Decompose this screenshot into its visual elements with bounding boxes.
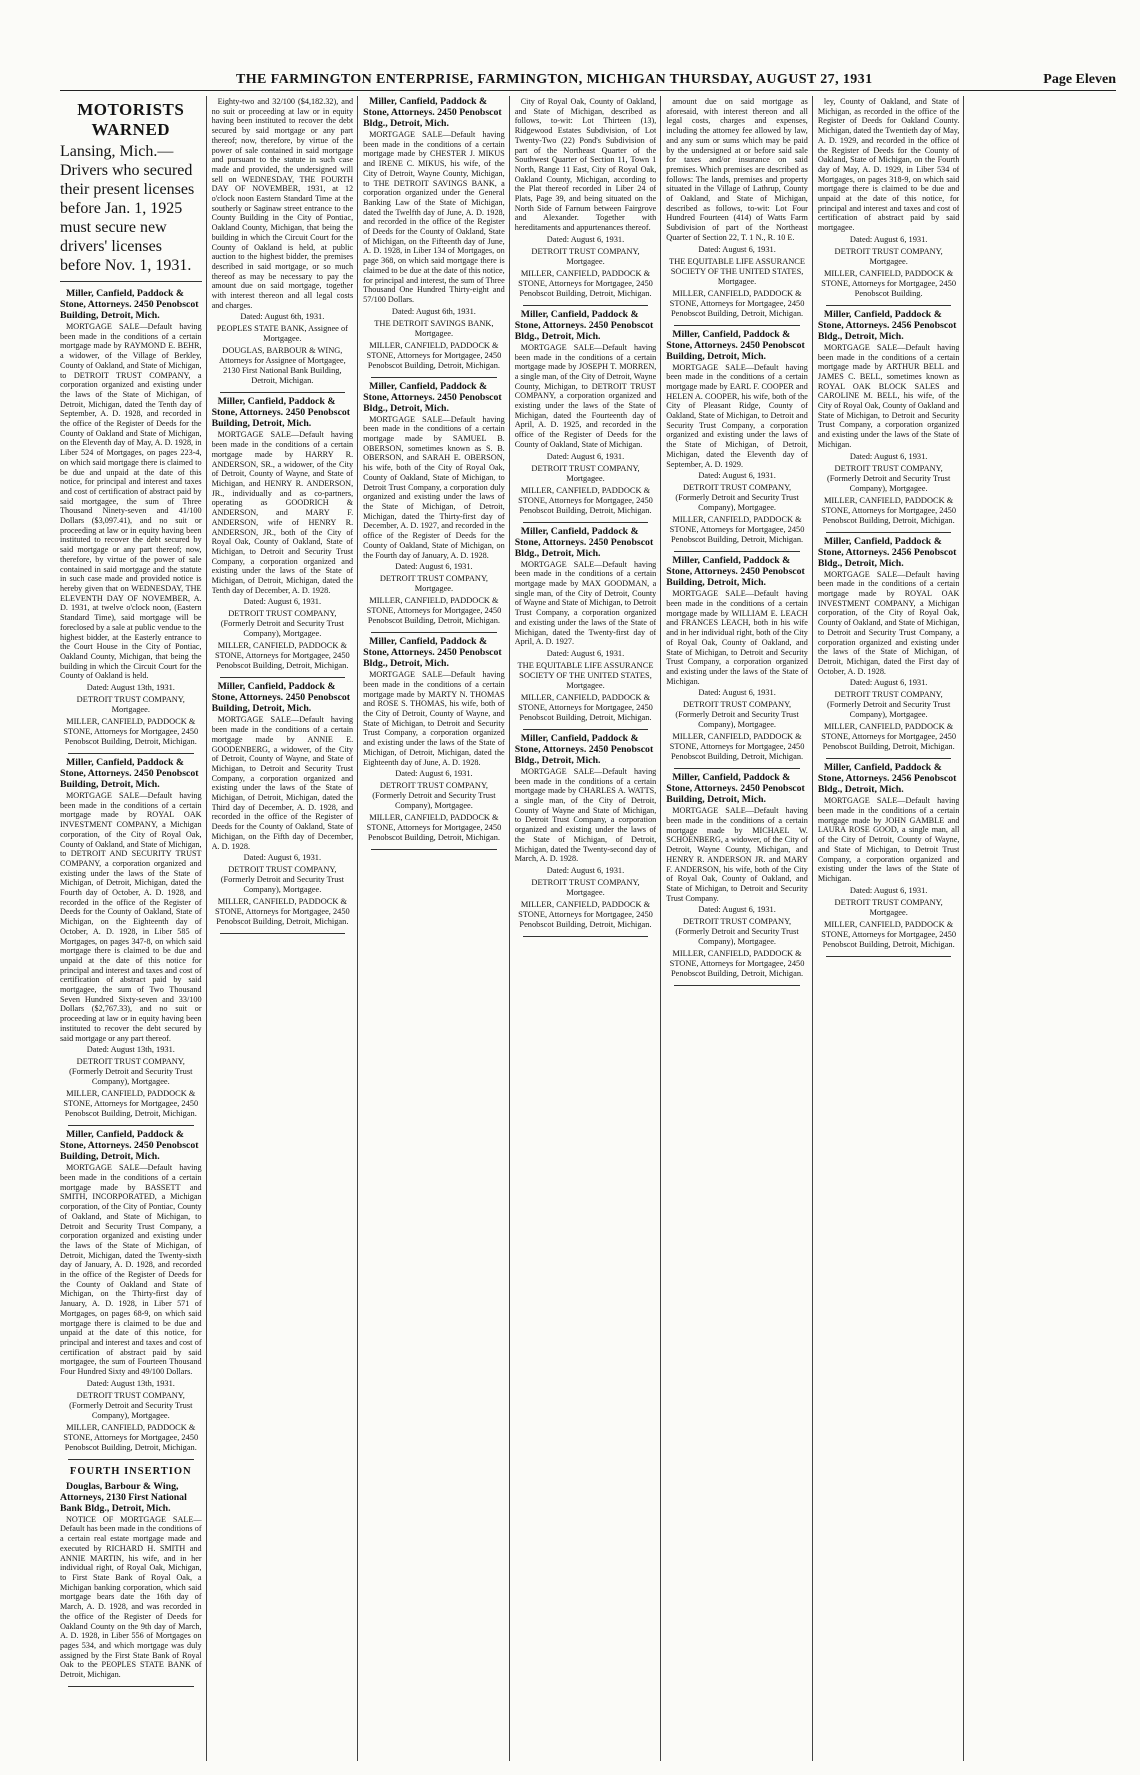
column-7-notices	[969, 96, 1112, 1761]
notice-date: Dated: August 6, 1931.	[849, 451, 928, 461]
legal-notice	[212, 681, 354, 927]
notice-date: Dated: August 13th, 1931.	[86, 683, 175, 693]
legal-notice	[818, 309, 960, 526]
feature-headline: MOTORISTS WARNED	[77, 100, 185, 139]
notice-attorneys: MILLER, CANFIELD, PADDOCK & STONE, Attorneys for Mortgagee, 2450 Penobscot Building, Detroit, Michigan.	[518, 485, 653, 515]
notice-attorneys: MILLER, CANFIELD, PADDOCK & STONE, Attorneys for Mortgagee, 2450 Penobscot Building, Detroit, Michigan.	[669, 732, 805, 762]
legal-notice-columns	[60, 96, 1116, 1761]
notice-divider	[220, 677, 346, 678]
notice-heading: Miller, Canfield, Paddock & Stone, Attorneys. 2450 Penobscot Building, Detroit, Mich.	[60, 288, 199, 321]
notice-date: Dated: August 6, 1931.	[698, 688, 776, 698]
notice-attorneys: DOUGLAS, BARBOUR & WING, Attorneys for Assignee of Mortgagee, 2130 First National Bank Building, Detroit, Michigan.	[218, 346, 346, 386]
column-2-notices	[212, 96, 354, 1761]
legal-notice	[363, 636, 505, 843]
notice-divider	[674, 768, 800, 769]
notice-divider	[220, 933, 346, 934]
notice-body: MORTGAGE SALE—Default having been made in the conditions of a certain mortgage made by MAX GOODMAN, a single man, of the City of Detroit, County of Wayne and State of Michigan, to Detroit Trust Company, a corporation organized and existing under the laws of the State of Michigan, dated the Twenty-first day of April, A. D. 1927.	[514, 559, 657, 647]
notice-date: Dated: August 6, 1931.	[243, 597, 322, 607]
notice-mortgagee: DETROIT TRUST COMPANY, Mortgagee.	[379, 574, 489, 594]
notice-body: MORTGAGE SALE—Default having been made in the conditions of a certain mortgage made by RAYMOND E. BEHR, a widower, of the Village of Berkley, County of Oakland, and State of Michigan, to DETROIT TRUST COMPANY, a corporation organized and existing under the laws of the State of Michigan, of Detroit, Michigan, dated the Tenth day of September, A. D. 1928, and recorded in the office of the Register of Deeds for the County of Oakland and State of Michigan, on the Eleventh day of May, A. D. 1928, in Liber 524 of Mortgages, on pages 223-4, on which said mortgage there is claimed to be due and unpaid at the date of this notice, for principal and interest and taxes and cost of certification of abstract paid by said mortgagee, the sum of Three Thousand Ninety-seven and 41/100 Dollars ($3,097.41), and no suit or proceeding at law or in equity having been instituted to recover the debt secured by said mortgage or any part thereof; now, therefore, by virtue of the power of sale contained in said mortgage and the statute in such case made and provided notice is hereby given that on WEDNESDAY, THE ELEVENTH DAY OF NOVEMBER, A. D. 1931, at twelve o'clock noon, (Eastern Standard Time), said mortgage will be foreclosed by a sale at public vendue to the highest bidder, at the Easterly entrance to the Court House in the City of Pontiac, Oakland County, Michigan, that being the building in which the Circuit Court for the County of Oakland is held.	[60, 322, 202, 681]
legal-notice	[666, 772, 808, 979]
notice-mortgagee: DETROIT TRUST COMPANY, Mortgagee.	[531, 877, 640, 897]
notice-attorneys: MILLER, CANFIELD, PADDOCK & STONE, Attorneys for Mortgagee, 2450 Penobscot Building, Detroit, Michigan.	[366, 813, 502, 843]
notice-heading: Miller, Canfield, Paddock & Stone, Attorneys. 2456 Penobscot Bldg., Detroit, Mich.	[817, 762, 957, 796]
notice-mortgagee: DETROIT TRUST COMPANY, (Formerly Detroit and Security Trust Company), Mortgagee.	[69, 1057, 193, 1087]
notice-attorneys: MILLER, CANFIELD, PADDOCK & STONE, Attorneys for Mortgagee, 2450 Penobscot Building, Detroit, Michigan.	[214, 641, 350, 671]
notice-date: Dated: August 6th, 1931.	[240, 312, 325, 322]
notice-divider	[371, 377, 497, 378]
notice-divider	[371, 632, 497, 633]
column-3-notices	[363, 96, 505, 1761]
notice-attorneys: MILLER, CANFIELD, PADDOCK & STONE, Attorneys for Mortgagee, 2450 Penobscot Building, Detroit, Michigan.	[366, 596, 502, 626]
notice-body: MORTGAGE SALE—Default having been made in the conditions of a certain mortgage made by ARTHUR BELL and JAMES C. BELL, sometimes known as ROYAL OAK BLOCK SALES and CAROLINE M. BELL, his wife, of the City of Royal Oak, County of Oakland and State of Michigan, to Detroit and Security Trust Company, a corporation organized and existing under the laws of the State of Michigan.	[817, 342, 960, 449]
notice-attorneys: MILLER, CANFIELD, PADDOCK & STONE, Attorneys for Mortgagee, 2450 Penobscot Building, Detroit, Michigan.	[214, 897, 350, 927]
notice-attorneys: MILLER, CANFIELD, PADDOCK & STONE, Attorneys for Mortgagee, 2450 Penobscot Building, Detroit, Michigan.	[518, 268, 653, 298]
notice-divider	[826, 532, 952, 533]
notice-body: MORTGAGE SALE—Default having been made in the conditions of a certain mortgage made by CHARLES A. WATTS, a single man, of the City of Detroit, County of Wayne and State of Michigan, to Detroit Trust Company, a corporation organized and existing under the laws of the State of Michigan, of Detroit, Michigan, dated the Twenty-second day of March, A. D. 1928.	[514, 766, 657, 864]
notice-heading: Miller, Canfield, Paddock & Stone, Attorneys. 2450 Penobscot Building, Detroit, Mich.	[211, 396, 351, 430]
notice-mortgagee: THE EQUITABLE LIFE ASSURANCE SOCIETY OF THE UNITED STATES, Mortgagee.	[669, 256, 805, 286]
notice-heading: Miller, Canfield, Paddock & Stone, Attorneys. 2450 Penobscot Building, Detroit, Mich.	[60, 1129, 199, 1163]
notice-mortgagee: DETROIT TRUST COMPANY, (Formerly Detroit and Security Trust Company), Mortgagee.	[220, 609, 344, 639]
notice-attorneys: MILLER, CANFIELD, PADDOCK & STONE, Attorneys for Mortgagee, 2450 Penobscot Building, Detroit, Michigan.	[518, 692, 653, 722]
notice-heading: Miller, Canfield, Paddock & Stone, Attorneys. 2450 Penobscot Bldg., Detroit, Mich.	[514, 308, 654, 342]
notice-divider	[523, 305, 649, 306]
notice-mortgagee: DETROIT TRUST COMPANY, Mortgagee.	[531, 463, 640, 483]
notice-mortgagee: DETROIT TRUST COMPANY, (Formerly Detroit and Security Trust Company), Mortgagee.	[826, 690, 951, 720]
notice-attorneys: MILLER, CANFIELD, PADDOCK & STONE, Attorneys for Mortgagee, 2450 Penobscot Building, Detroit, Michigan.	[669, 288, 805, 318]
notice-body: MORTGAGE SALE—Default having been made in the conditions of a certain mortgage made by MARTY N. THOMAS and ROSE S. THOMAS, his wife, both of the City of Detroit, County of Wayne, and State of Michigan, to Detroit and Security Trust Company, a corporation organized and existing under the laws of the State of Michigan, of Detroit, Michigan, dated the Eighteenth day of June, A. D. 1928.	[363, 670, 505, 767]
notice-heading: Miller, Canfield, Paddock & Stone, Attorneys. 2450 Penobscot Building, Detroit, Mich.	[666, 328, 805, 362]
legal-notice	[60, 757, 202, 1119]
notice-divider	[371, 849, 497, 850]
notice-mortgagee: DETROIT TRUST COMPANY, (Formerly Detroit and Security Trust Company), Mortgagee.	[220, 865, 344, 895]
notice-attorneys: MILLER, CANFIELD, PADDOCK & STONE, Attorneys for Mortgagee, 2450 Penobscot Building, Detroit, Michigan.	[63, 1422, 199, 1452]
notice-divider	[68, 1459, 194, 1460]
notice-mortgagee: DETROIT TRUST COMPANY, Mortgagee.	[834, 897, 943, 917]
notice-date: Dated: August 13th, 1931.	[86, 1045, 175, 1055]
legal-notice	[666, 555, 808, 762]
notice-mortgagee: DETROIT TRUST COMPANY, (Formerly Detroit and Security Trust Company), Mortgagee.	[826, 463, 951, 493]
legal-notice	[363, 381, 505, 627]
notice-date: Dated: August 6, 1931.	[546, 648, 625, 658]
notice-date: Dated: August 6th, 1931.	[391, 306, 476, 316]
notice-date: Dated: August 6, 1931.	[243, 853, 322, 863]
fourth-insertion-label: FOURTH INSERTION	[69, 1465, 192, 1477]
notice-heading: Miller, Canfield, Paddock & Stone, Attorneys. 2450 Penobscot Bldg., Detroit, Mich.	[514, 525, 654, 559]
column-1	[60, 96, 207, 1761]
legal-notice	[818, 536, 960, 753]
notice-date: Dated: August 6, 1931.	[849, 234, 928, 244]
notice-heading: Douglas, Barbour & Wing, Attorneys, 2130 First National Bank Bldg., Detroit, Mich.	[60, 1480, 187, 1514]
notice-date: Dated: August 6, 1931.	[698, 471, 776, 481]
notice-body: MORTGAGE SALE—Default having been made in the conditions of a certain mortgage made by HARRY R. ANDERSON, SR., a widower, of the City of Detroit, County of Wayne, and State of Michigan, and HENRY R. ANDERSON, JR., individually and as co-partners, operating as GOODRICH & ANDERSON, and MARY F. ANDERSON, wife of HENRY R. ANDERSON, JR., both of the City of Royal Oak, County of Oakland, State of Michigan, to Detroit and Security Trust Company, a corporation organized and existing under the laws of the State of Michigan, of Detroit, Michigan, dated the Tenth day of December, A. D. 1928.	[211, 430, 354, 595]
notice-divider	[523, 729, 649, 730]
notice-body: NOTICE OF MORTGAGE SALE—Default has been made in the conditions of a certain real estate mortgage made and executed by RICHARD H. SMITH and ANNIE MARTIN, his wife, and in her individual right, of Royal Oak, Michigan, to First State Bank of Royal Oak, a Michigan banking corporation, which said mortgage bears date the 16th day of March, A. D. 1928, and was recorded in the office of the Register of Deeds for Oakland County on the 9th day of March, A. D. 1928, in Liber 556 of Mortgages on pages 534, and which mortgage was duly assigned by the First State Bank of Royal Oak to the PEOPLES STATE BANK of Detroit, Michigan.	[60, 1514, 202, 1680]
column-4-notices	[515, 96, 657, 1761]
notice-divider	[220, 392, 346, 393]
notice-body: MORTGAGE SALE—Default having been made in the conditions of a certain mortgage made by CHESTER J. MIKUS and IRENE C. MIKUS, his wife, of the City of Detroit, Wayne County, Michigan, to THE DETROIT SAVINGS BANK, a corporation organized under the General Banking Law of the State of Michigan, dated the Twelfth day of June, A. D. 1928, and recorded in the office of the Register of Deeds for the County of Oakland, State of Michigan, on the Fifteenth day of June, A. D. 1928, in Liber 134 of Mortgages, on page 368, on which said mortgage there is claimed to be due at the date of this notice, for principal and interest, the sum of Three Thousand One Hundred Thirty-eight and 57/100 Dollars.	[363, 130, 505, 304]
notice-attorneys: MILLER, CANFIELD, PADDOCK & STONE, Attorneys for Mortgagee, 2450 Penobscot Building, Detroit, Michigan.	[821, 495, 957, 525]
notice-mortgagee: DETROIT TRUST COMPANY, Mortgagee.	[76, 695, 185, 715]
notice-date: Dated: August 6, 1931.	[849, 885, 928, 895]
notice-divider	[826, 305, 952, 306]
notice-divider	[674, 551, 800, 552]
notice-date: Dated: August 6, 1931.	[698, 244, 776, 254]
notice-mortgagee: DETROIT TRUST COMPANY, (Formerly Detroit and Security Trust Company), Mortgagee.	[675, 917, 799, 947]
feature-body: Lansing, Mich.—Drivers who secured their present licenses before Jan. 1, 1925 must secure new drivers' licenses before Nov. 1, 1931.	[60, 143, 195, 274]
notice-mortgagee: THE DETROIT SAVINGS BANK, Mortgagee.	[374, 318, 494, 338]
notice-mortgagee: DETROIT TRUST COMPANY, (Formerly Detroit and Security Trust Company), Mortgagee.	[675, 700, 799, 730]
column-2	[212, 96, 359, 1761]
notice-body: MORTGAGE SALE—Default having been made in the conditions of a certain mortgage made by JOSEPH T. MORREN, a single man, of the City of Detroit, Wayne County, Michigan, to DETROIT TRUST COMPANY, a corporation organized and existing under the laws of the State of Michigan, dated the Fourteenth day of April, A. D. 1925, and recorded in the office of the Register of Deeds for the County of Oakland, State of Michigan.	[514, 342, 657, 449]
notice-body: MORTGAGE SALE—Default having been made in the conditions of a certain mortgage made by MICHAEL W. SCHOENBERG, a widower, of the City of Detroit, Wayne County, Michigan, and HENRY R. ANDERSON JR. and MARY F. ANDERSON, his wife, both of the City of Royal Oak, County of Oakland, and State of Michigan, to Detroit and Security Trust Company.	[666, 806, 808, 903]
legal-notice	[515, 97, 657, 299]
notice-body: MORTGAGE SALE—Default having been made in the conditions of a certain mortgage made by JOHN GAMBLE and LAURA ROSE GOOD, a single man, all of the City of Detroit, County of Wayne, and State of Michigan, to Detroit Trust Company, a corporation organized and existing under the laws of the State of Michigan.	[817, 796, 960, 883]
notice-body: MORTGAGE SALE—Default having been made in the conditions of a certain mortgage made by WILLIAM E. LEACH and FRANCES LEACH, both in his wife and in her individual right, both of the City of Royal Oak, County of Oakland, and State of Michigan, to Detroit and Security Trust Company, a corporation organized and existing under the laws of the State of Michigan.	[666, 589, 808, 686]
notice-divider	[826, 956, 952, 957]
column-6	[818, 96, 965, 1761]
notice-body: MORTGAGE SALE—Default having been made in the conditions of a certain mortgage made by ANNIE E. GOODENBERG, a widower, of the City of Detroit, County of Wayne, and State of Michigan, to Detroit and Security Trust Company, a corporation organized and existing under the laws of the State of Michigan, of Detroit, Michigan, dated the Third day of December, A. D. 1928, and recorded in the office of the Register of Deeds for the County of Oakland, State of Michigan, on the Fifth day of December, A. D. 1928.	[211, 715, 354, 851]
legal-notice	[60, 288, 202, 747]
notice-date: Dated: August 6, 1931.	[395, 562, 473, 572]
notice-body: MORTGAGE SALE—Default having been made in the conditions of a certain mortgage made by SAMUEL B. OBERSON, sometimes known as S. B. OBERSON, and SARAH E. OBERSON, his wife, both of the City of Royal Oak, County of Oakland, State of Michigan, to Detroit Trust Company, a corporation duly organized and existing under the laws of the State of Michigan, of Detroit, Michigan, dated the Thirty-first day of December, A. D. 1927, and recorded in the office of the Register of Deeds for the County of Oakland, State of Michigan, on the Fourth day of January, A. D. 1928.	[363, 414, 505, 560]
legal-notice	[60, 1129, 202, 1452]
page-number: Page Eleven	[1043, 72, 1116, 87]
notice-body: City of Royal Oak, County of Oakland, and State of Michigan, described as follows, to-wit: Lot Thirteen (13), Ridgewood Estates Subdivision, of Lot Twenty-Two (22) Pond's Subdivision of part of the Northeast Quarter of the Southwest Quarter of Section 11, Town 1 North, Range 11 East, City of Royal Oak, Oakland County, Michigan, according to the Plat thereof recorded in Liber 24 of Plats, Page 39, and being situated on the North Side of Farnum between Fairgrove and Alexander. Together with hereditaments and appurtenances thereof.	[514, 97, 657, 233]
notice-divider	[68, 1686, 194, 1687]
notice-attorneys: MILLER, CANFIELD, PADDOCK & STONE, Attorneys for Mortgagee, 2450 Penobscot Building, Detroit, Michigan.	[821, 919, 957, 949]
legal-notice	[515, 309, 657, 516]
notice-divider	[68, 753, 194, 754]
notice-heading: Miller, Canfield, Paddock & Stone, Attorneys. 2450 Penobscot Bldg., Detroit, Mich.	[363, 380, 502, 414]
notice-mortgagee: THE EQUITABLE LIFE ASSURANCE SOCIETY OF THE UNITED STATES, Mortgagee.	[517, 660, 654, 690]
notice-body: MORTGAGE SALE—Default having been made in the conditions of a certain mortgage made by ROYAL OAK INVESTMENT COMPANY, a Michigan corporation, of the City of Royal Oak, County of Oakland, and State of Michigan, to DETROIT AND SECURITY TRUST COMPANY, a corporation organized and existing under the laws of the State of Michigan, of Detroit, Michigan, dated the Fourth day of October, A. D. 1928, and recorded in the office of the Register of Deeds for the County of Oakland, State of Michigan, on the Eighteenth day of October, A. D. 1928, in Liber 585 of Mortgages, on pages 347-8, on which said mortgage there is claimed to be due and unpaid at the date of this notice for principal and interest and taxes and cost of certification of abstract paid by said mortgagee, the sum of Two Thousand Seven Hundred Sixty-seven and 33/100 Dollars ($2,767.33), and no suit or proceeding at law or in equity having been instituted to recover the debt secured by said mortgage or any part thereof.	[60, 791, 202, 1043]
notice-heading: Miller, Canfield, Paddock & Stone, Attorneys. 2450 Penobscot Building, Detroit, Mich.	[60, 757, 199, 791]
legal-notice	[818, 97, 960, 299]
notice-heading: Miller, Canfield, Paddock & Stone, Attorneys. 2450 Penobscot Bldg., Detroit, Mich.	[363, 636, 502, 670]
notice-date: Dated: August 13th, 1931.	[86, 1378, 175, 1388]
notice-attorneys: MILLER, CANFIELD, PADDOCK & STONE, Attorneys for Mortgagee, 2450 Penobscot Building, Detroit, Michigan.	[63, 717, 199, 747]
masthead-rule	[60, 90, 1116, 91]
notice-body: amount due on said mortgage as aforesaid, with interest thereon and all legal costs, charges and expenses, including the attorney fee allowed by law, and any sum or sums which may be paid by the undersigned at or before said sale for taxes and/or insurance on said premises. Which premises are described as follows: The lands, premises and property situated in the Village of Lathrup, County of Oakland, and State of Michigan, described as follows, to-wit: Lot Four Hundred Fourteen (414) of Watts Farm Subdivision of part of the Northeast Quarter of Section 22, T. 1 N., R. 10 E.	[666, 97, 808, 242]
feature-article	[60, 96, 202, 275]
notice-body: MORTGAGE SALE—Default having been made in the conditions of a certain mortgage made by EARL F. COOPER and HELEN A. COOPER, his wife, both of the City of Pleasant Ridge, County of Oakland, State of Michigan, to Detroit and Security Trust Company, a corporation organized and existing under the laws of the State of Michigan, of Detroit, Michigan, dated the Eleventh day of September, A. D. 1929.	[666, 362, 808, 469]
notice-heading: Miller, Canfield, Paddock & Stone, Attorneys. 2450 Penobscot Bldg., Detroit, Mich.	[514, 732, 654, 766]
notice-date: Dated: August 6, 1931.	[698, 905, 776, 915]
notice-divider	[523, 936, 649, 937]
notice-mortgagee: PEOPLES STATE BANK, Assignee of Mortgagee.	[216, 324, 348, 344]
notice-mortgagee: DETROIT TRUST COMPANY, Mortgagee.	[531, 246, 640, 266]
column-5	[666, 96, 813, 1761]
notice-attorneys: MILLER, CANFIELD, PADDOCK & STONE, Attorneys for Mortgagee, 2450 Penobscot Building, Detroit, Michigan.	[821, 722, 957, 752]
notice-date: Dated: August 6, 1931.	[395, 769, 473, 779]
column-4	[515, 96, 662, 1761]
column-5-notices	[666, 96, 808, 1761]
masthead-title: THE FARMINGTON ENTERPRISE, FARMINGTON, MICHIGAN THURSDAY, AUGUST 27, 1931	[236, 72, 873, 87]
legal-notice	[60, 1481, 202, 1680]
notice-attorneys: MILLER, CANFIELD, PADDOCK & STONE, Attorneys for Mortgagee, 2450 Penobscot Building, Detroit, Michigan.	[669, 949, 805, 979]
notice-heading: Miller, Canfield, Paddock & Stone, Attorneys. 2450 Penobscot Building, Detroit, Mich.	[666, 772, 805, 806]
notice-body: MORTGAGE SALE—Default having been made in the conditions of a certain mortgage made by ROYAL OAK INVESTMENT COMPANY, a Michigan corporation, of the City of Royal Oak, County of Oakland, and State of Michigan, to Detroit and Security Trust Company, a corporation organized and existing under the laws of the State of Michigan, of Detroit, Michigan, dated the First day of October, A. D. 1928.	[817, 569, 960, 676]
legal-notice	[212, 97, 354, 386]
notice-attorneys: MILLER, CANFIELD, PADDOCK & STONE, Attorneys for Mortgagee, 2450 Penobscot Building.	[821, 268, 957, 298]
notice-date: Dated: August 6, 1931.	[849, 678, 928, 688]
column-3	[363, 96, 510, 1761]
notice-mortgagee: DETROIT TRUST COMPANY, (Formerly Detroit and Security Trust Company), Mortgagee.	[372, 781, 496, 811]
notice-mortgagee: DETROIT TRUST COMPANY, (Formerly Detroit and Security Trust Company), Mortgagee.	[675, 483, 799, 513]
divider	[60, 281, 202, 282]
column-7	[969, 96, 1116, 1761]
notice-divider	[523, 522, 649, 523]
legal-notice	[818, 762, 960, 949]
notice-divider	[674, 325, 800, 326]
notice-heading: Miller, Canfield, Paddock & Stone, Attorneys. 2450 Penobscot Bldg., Detroit, Mich.	[363, 96, 502, 129]
notice-date: Dated: August 6, 1931.	[546, 451, 625, 461]
notice-attorneys: MILLER, CANFIELD, PADDOCK & STONE, Attorneys for Mortgagee, 2450 Penobscot Building, Detroit, Michigan.	[518, 899, 653, 929]
notice-mortgagee: DETROIT TRUST COMPANY, (Formerly Detroit and Security Trust Company), Mortgagee.	[69, 1390, 193, 1420]
notice-attorneys: MILLER, CANFIELD, PADDOCK & STONE, Attorneys for Mortgagee, 2450 Penobscot Building, Detroit, Michigan.	[366, 340, 502, 370]
masthead	[60, 58, 1116, 88]
notice-heading: Miller, Canfield, Paddock & Stone, Attorneys. 2450 Penobscot Building, Detroit, Mich.	[666, 555, 805, 589]
notice-divider	[674, 985, 800, 986]
column-6-notices	[818, 96, 960, 1761]
notice-body: MORTGAGE SALE—Default having been made in the conditions of a certain mortgage made by BASSETT and SMITH, INCORPORATED, a Michigan corporation, of the City of Pontiac, County of Oakland, and State of Michigan, to Detroit and Security Trust Company, a corporation organized and existing under the laws of the State of Michigan, of Detroit, Michigan, dated the Twenty-sixth day of January, A. D. 1928, and recorded in the office of the Register of Deeds for the County of Oakland and State of Michigan, on the Thirty-first day of January, A. D. 1928, in Liber 571 of Mortgages, on pages 68-9, on which said mortgage there is claimed to be due and unpaid at the date of this notice, for principal and interest and taxes and cost of certification of abstract paid by said mortgagee, the sum of Fourteen Thousand Four Hundred Sixty and 49/100 Dollars.	[60, 1163, 202, 1377]
notice-heading: Miller, Canfield, Paddock & Stone, Attorneys. 2456 Penobscot Bldg., Detroit, Mich.	[817, 535, 957, 569]
legal-notice	[515, 526, 657, 723]
notice-date: Dated: August 6, 1931.	[546, 865, 625, 875]
column-1-notices	[60, 288, 202, 1761]
legal-notice	[666, 329, 808, 546]
legal-notice	[212, 396, 354, 671]
notice-heading: Miller, Canfield, Paddock & Stone, Attorneys. 2456 Penobscot Bldg., Detroit, Mich.	[817, 308, 957, 342]
legal-notice	[515, 733, 657, 930]
notice-mortgagee: DETROIT TRUST COMPANY, Mortgagee.	[834, 246, 943, 266]
legal-notice	[666, 97, 808, 319]
notice-body: Eighty-two and 32/100 ($4,182.32), and no suit or proceeding at law or in equity having been instituted to recover the debt secured by said mortgage or any part thereof; now, therefore, by virtue of the power of sale contained in said mortgage and pursuant to the statute in such case made and provided, the undersigned will sell on WEDNESDAY, THE FOURTH DAY OF NOVEMBER, 1931, at 12 o'clock noon Eastern Standard Time at the southerly or Saginaw street entrance to the County Building in the City of Pontiac, Oakland County, Michigan, that being the building in which the Circuit Court for the County of Oakland is held, at public auction to the highest bidder, the premises described in said mortgage, or so much thereof as may be necessary to pay the amount due on said mortgage, together with interest thereon and all legal costs and charges.	[211, 97, 354, 310]
legal-notice	[363, 96, 505, 371]
notice-divider	[68, 1125, 194, 1126]
notice-body: ley, County of Oakland, and State of Michigan, as recorded in the office of the Register of Deeds for Oakland County. Michigan, dated the Twentieth day of May, A. D. 1929, and recorded in the office of the Register of Deeds for the County of Oakland, State of Michigan, on the Fourth day of May, A. D. 1929, in Liber 534 of Mortgages, on pages 318-9, on which said mortgage there is claimed to be due and unpaid at the date of this notice, for principal and interest and taxes and cost of certification of abstract paid by said mortgagee.	[817, 97, 960, 233]
notice-heading: Miller, Canfield, Paddock & Stone, Attorneys. 2450 Penobscot Building, Detroit, Mich.	[211, 681, 351, 715]
notice-attorneys: MILLER, CANFIELD, PADDOCK & STONE, Attorneys for Mortgagee, 2450 Penobscot Building, Detroit, Michigan.	[63, 1089, 199, 1119]
notice-divider	[826, 758, 952, 759]
notice-attorneys: MILLER, CANFIELD, PADDOCK & STONE, Attorneys for Mortgagee, 2450 Penobscot Building, Detroit, Michigan.	[669, 515, 805, 545]
notice-date: Dated: August 6, 1931.	[546, 234, 625, 244]
